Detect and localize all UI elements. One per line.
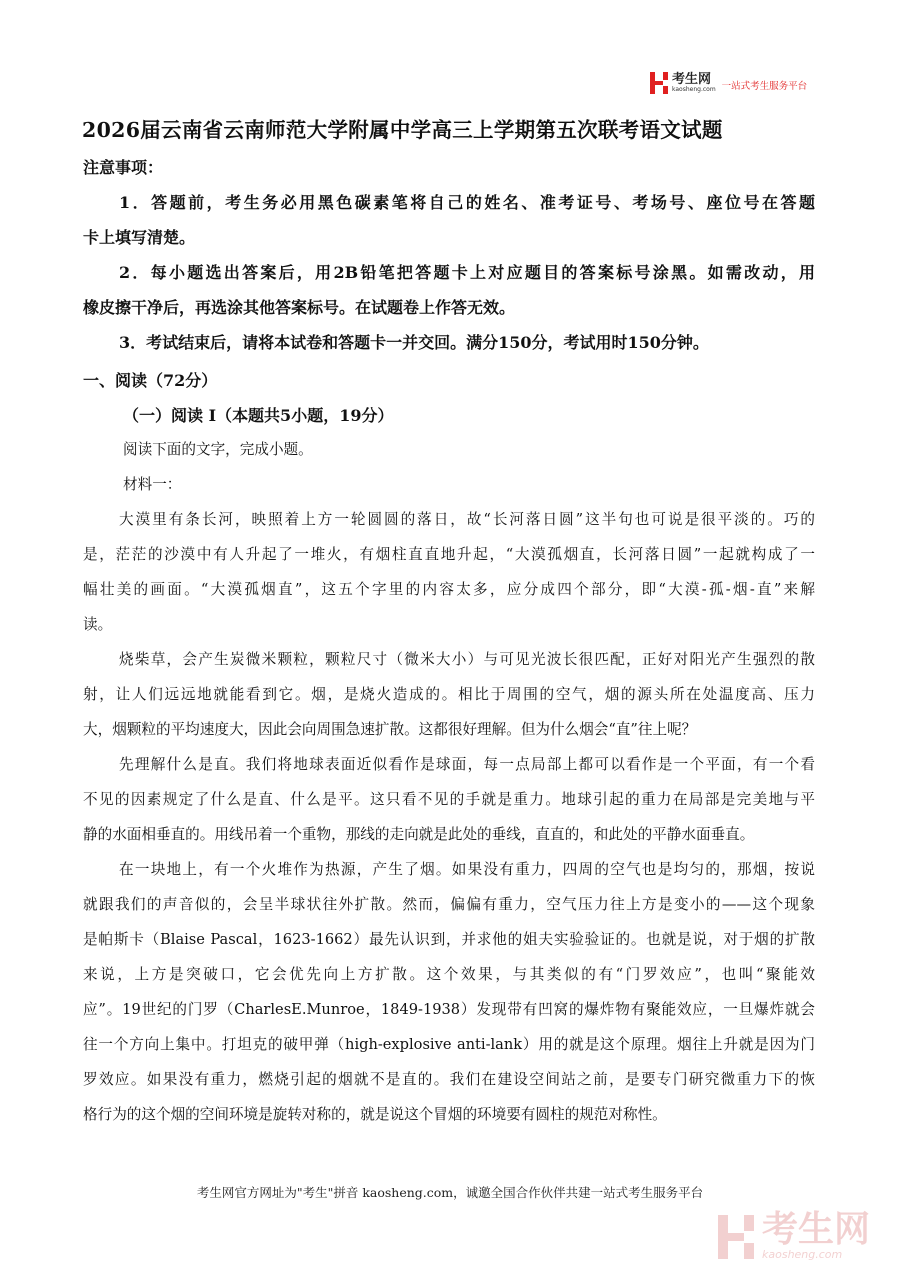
paragraph-line: 读。 <box>83 616 113 633</box>
paragraph-line: 是，茫茫的沙漠中有人升起了一堆火，有烟柱直直地升起，“大漠孤烟直，长河落日圆”一起就构成了一 <box>83 546 815 563</box>
site-logo <box>650 72 807 94</box>
watermark <box>718 1209 871 1261</box>
notice-item-line: 1．答题前，考生务必用黑色碳素笔将自己的姓名、准考证号、考场号、座位号在答题 <box>119 193 815 212</box>
paragraph-line: 在一块地上，有一个火堆作为热源，产生了烟。如果没有重力，四周的空气也是均匀的，那烟，按说 <box>119 861 815 878</box>
paragraph-line: 静的水面相垂直的。用线吊着一个重物，那线的走向就是此处的垂线，直直的，和此处的平静水面垂直。 <box>83 826 755 843</box>
watermark-logo-icon <box>718 1215 754 1259</box>
paragraph-line: 就跟我们的声音似的，会呈半球状往外扩散。然而，偏偏有重力，空气压力往上方是变小的——这个现象 <box>83 896 815 913</box>
paragraph-line: 不见的因素规定了什么是直、什么是平。这只看不见的手就是重力。地球引起的重力在局部是完美地与平 <box>83 791 815 808</box>
paragraph-line: 应”。19世纪的门罗（CharlesE.Munroe，1849-1938）发现带有凹窝的爆炸物有聚能效应，一旦爆炸就会 <box>83 1001 815 1018</box>
reading-passage <box>83 432 815 1132</box>
notice-heading: 注意事项： <box>83 158 164 177</box>
notice-section <box>83 150 815 360</box>
paragraph <box>83 642 815 747</box>
logo-slogan: 一站式考生服务平台 <box>721 81 808 92</box>
logo-url: kaosheng.com <box>672 86 716 93</box>
paragraph-line: 烧柴草，会产生炭微米颗粒，颗粒尺寸（微米大小）与可见光波长很匹配，正好对阳光产生强烈的散 <box>119 651 815 668</box>
paragraph-line: 是帕斯卡（Blaise Pascal，1623-1662）最先认识到，并求他的姐夫实验验证的。也就是说，对于烟的扩散 <box>83 931 815 948</box>
paragraph-line: 罗效应。如果没有重力，燃烧引起的烟就不是直的。我们在建设空间站之前，是要专门研究微重力下的恢 <box>83 1071 815 1088</box>
footer-text: 考生网官方网址为"考生"拼音 kaosheng.com，诚邀全国合作伙伴共建一站式考生服务平台 <box>196 1185 704 1200</box>
paragraph <box>83 502 815 642</box>
subsection-heading: （一）阅读 I（本题共5小题，19分） <box>123 406 394 425</box>
instruction: 阅读下面的文字，完成小题。 <box>123 441 313 458</box>
notice-item <box>83 185 815 255</box>
reading-section <box>83 363 815 433</box>
paragraph-line: 幅壮美的画面。“大漠孤烟直”，这五个字里的内容太多，应分成四个部分，即“大漠-孤-烟-直”来解 <box>83 581 815 598</box>
watermark-name: 考生网 <box>762 1209 871 1250</box>
paragraph-line: 大，烟颗粒的平均速度大，因此会向周围急速扩散。这都很好理解。但为什么烟会“直”往上呢？ <box>83 721 697 738</box>
paragraph-line: 射，让人们远远地就能看到它。烟，是烧火造成的。相比于周围的空气，烟的源头所在处温度高、压力 <box>83 686 815 703</box>
notice-item <box>83 255 815 325</box>
paragraph-line: 先理解什么是直。我们将地球表面近似看作是球面，每一点局部上都可以看作是一个平面，有一个看 <box>119 756 815 773</box>
section-heading: 一、阅读（72分） <box>83 371 218 390</box>
document-title: 2026届云南省云南师范大学附属中学高三上学期第五次联考语文试题 <box>82 118 723 142</box>
watermark-url: kaosheng.com <box>762 1248 843 1261</box>
notice-item <box>83 325 815 360</box>
logo-name: 考生网 <box>672 72 712 87</box>
paragraph-line: 格行为的这个烟的空间环境是旋转对称的，就是说这个冒烟的环境要有圆柱的规范对称性。 <box>83 1106 667 1123</box>
paragraph-line: 来说，上方是突破口，它会优先向上方扩散。这个效果，与其类似的有“门罗效应”，也叫“聚能效 <box>83 966 815 983</box>
paragraph <box>83 852 815 1132</box>
paragraph <box>83 747 815 852</box>
logo-icon <box>650 72 668 94</box>
paragraph-line: 往一个方向上集中。打坦克的破甲弹（high-explosive anti-lank）用的就是这个原理。烟往上升就是因为门 <box>83 1036 815 1053</box>
notice-item-line: 2．每小题选出答案后，用2B铅笔把答题卡上对应题目的答案标号涂黑。如需改动，用 <box>119 263 815 282</box>
notice-item-line: 卡上填写清楚。 <box>83 228 196 247</box>
notice-item-line: 橡皮擦干净后，再选涂其他答案标号。在试题卷上作答无效。 <box>83 298 516 317</box>
paragraph-line: 大漠里有条长河，映照着上方一轮圆圆的落日，故“长河落日圆”这半句也可说是很平淡的。巧的 <box>119 511 815 528</box>
material-label: 材料一： <box>123 476 182 493</box>
notice-item-line: 3．考试结束后，请将本试卷和答题卡一并交回。满分150分，考试用时150分钟。 <box>119 333 709 352</box>
